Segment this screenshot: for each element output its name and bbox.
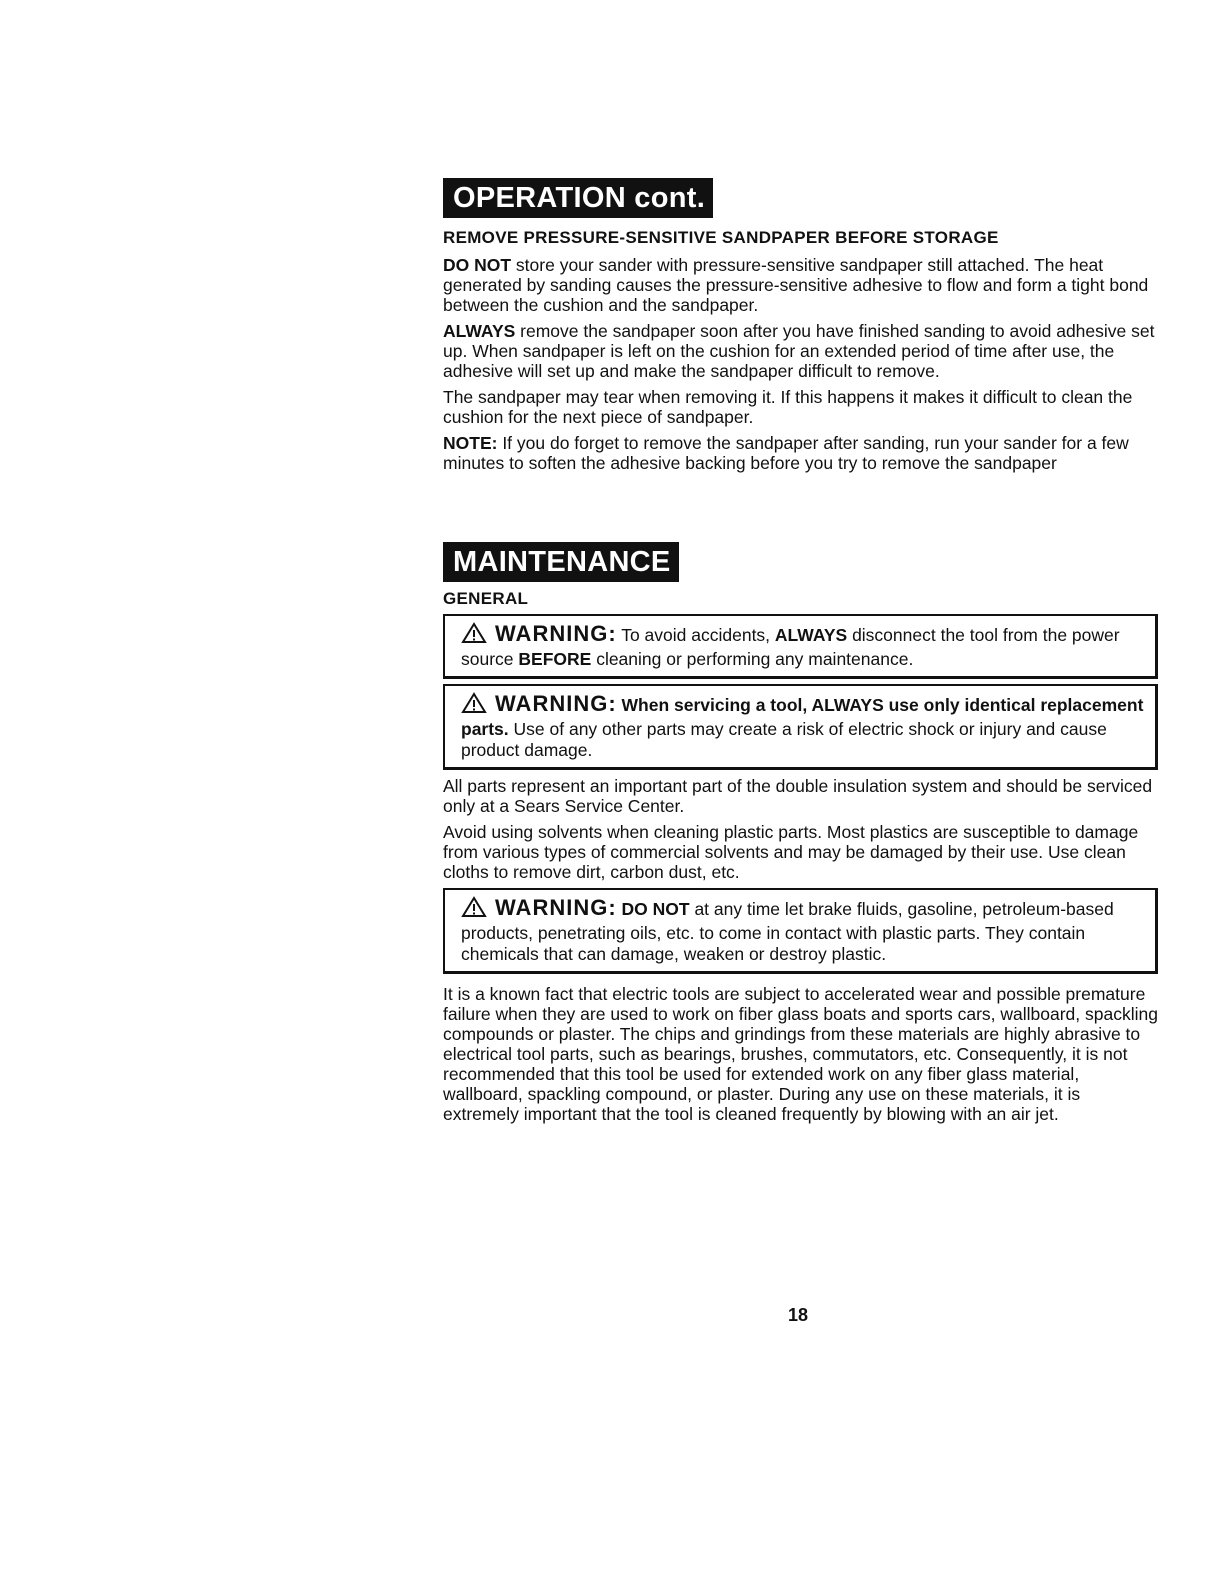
operation-section [443,178,1158,473]
warning-triangle-icon [461,692,487,719]
warning-label: WARNING: [495,691,617,716]
operation-header: OPERATION cont. [443,178,713,218]
warning-label: WARNING: [495,895,617,920]
operation-subhead: REMOVE PRESSURE-SENSITIVE SANDPAPER BEFORE STORAGE [443,228,999,247]
maintenance-header: MAINTENANCE [443,542,679,582]
general-subhead: GENERAL [443,589,529,608]
operation-para-3: The sandpaper may tear when removing it. If this happens it makes it difficult to clean the cushion for the next piece of sandpaper. [443,387,1133,427]
operation-para-1: DO NOT store your sander with pressure-sensitive sandpaper still attached. The heat generated by sanding causes the pressure-sensitive adhesive to flow and form a tight bond between the cushion and the sandpaper. [443,255,1149,315]
warning-triangle-icon [461,896,487,923]
warning-box-disconnect: WARNING: To avoid accidents, ALWAYS disconnect the tool from the power source BEFORE cleaning or performing any maintenance. [443,614,1158,679]
warning-label: WARNING: [495,621,617,646]
maintenance-para-3: It is a known fact that electric tools are subject to accelerated wear and possible premature failure when they are used to work on fiber glass boats and sports cars, wallboard, spackling compounds or plaster. The chips and grindings from these materials are highly abrasive to electrical tool parts, such as bearings, brushes, commutators, etc. Consequently, it is not recommended that this tool be used for extended work on any fiber glass material, wallboard, spackling compound, or plaster. During any use on these materials, it is extremely important that the tool is cleaned frequently by blowing with an air jet. [443,984,1158,1124]
warning-box-replacement-parts: WARNING: When servicing a tool, ALWAYS use only identical replacement parts. Use of any other parts may create a risk of electric shock or injury and cause product damage. [443,684,1158,770]
operation-note: NOTE: If you do forget to remove the sandpaper after sanding, run your sander for a few minutes to soften the adhesive backing before you try to remove the sandpaper [443,433,1129,473]
maintenance-para-1: All parts represent an important part of the double insulation system and should be serviced only at a Sears Service Center. [443,776,1153,816]
operation-para-2: ALWAYS remove the sandpaper soon after you have finished sanding to avoid adhesive set up. When sandpaper is left on the cushion for an extended period of time after use, the adhesive will set up and make the sandpaper difficult to remove. [443,321,1155,381]
warning-triangle-icon [461,622,487,649]
page-number: 18 [788,1305,809,1325]
warning-box-chemicals: WARNING: DO NOT at any time let brake fluids, gasoline, petroleum-based products, penetrating oils, etc. to come in contact with plastic parts. They contain chemicals that can damage, weaken or destroy plastic. [443,888,1158,974]
maintenance-para-2: Avoid using solvents when cleaning plastic parts. Most plastics are susceptible to damage from various types of commercial solvents and may be damaged by their use. Use clean cloths to remove dirt, carbon dust, etc. [443,822,1139,882]
maintenance-section [443,542,1158,1124]
